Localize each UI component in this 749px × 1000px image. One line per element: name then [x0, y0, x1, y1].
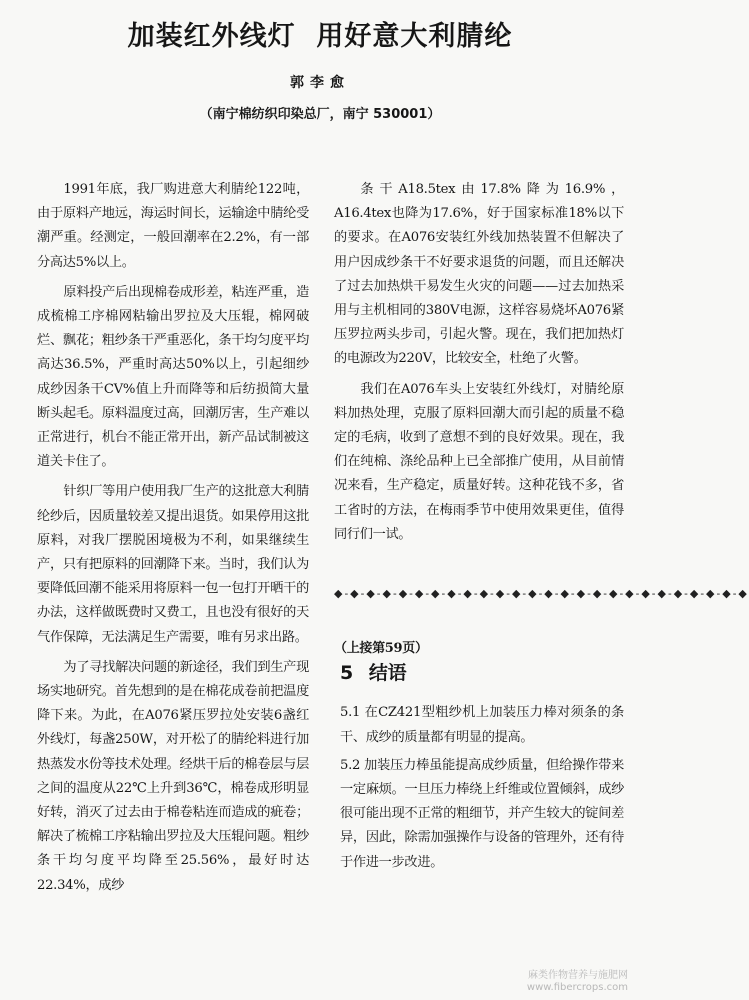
author-affiliation: （南宁棉纺织印染总厂，南宁 530001） — [199, 107, 441, 122]
decorative-divider: ◆-◆-◆-◆-◆-◆-◆-◆-◆-◆-◆-◆-◆-◆-◆-◆-◆-◆-◆-◆-◆-◆-◆-◆-◆-◆ — [334, 587, 749, 601]
article-title: 加装红外线灯 用好意大利腈纶 — [127, 21, 513, 52]
watermark-name: 麻类作物营养与施肥网 — [528, 970, 628, 981]
paragraph: 为了寻找解决问题的新途径，我们到生产现场实地研究。首先想到的是在棉花成卷前把温度降下来。为此，在A076紧压罗拉处安装6盏红外线灯，每盏250W，对开松了的腈纶料进行加热蒸发水份等技术处理。经烘干后的棉卷层与层之间的温度从22℃上升到36℃，棉卷成形明显好转，消灭了过去由于棉卷粘连而造成的疵卷；解决了梳棉工序粘输出罗拉及大压辊问题。粗纱条干均匀度平均降至25.56%，最好时达22.34%，成纱 — [37, 659, 309, 893]
subsection-paragraph: 5.1 在CZ421型粗纱机上加装压力棒对须条的条干、成纱的质量都有明显的提高。 — [340, 705, 624, 745]
paragraph: 条干A18.5tex由17.8%降为16.9%，A16.4tex也降为17.6%，好于国家标准18%以下的要求。在A076安装红外线加热装置不但解决了用户因成纱条干不好要求退货的问题，而且还解决了过去加热烘干易发生火灾的问题——过去加热采用与主机相同的380V电源，这样容易烧坏A076紧压罗拉两头步司，引起火警。现在，我们把加热灯的电源改为220V，比较安全，杜绝了火警。 — [334, 182, 624, 367]
paragraph: 原料投产后出现棉卷成形差，粘连严重，造成梳棉工序棉网粘输出罗拉及大压辊，棉网破烂、飘花；粗纱条干严重恶化，条干均匀度平均高达36.5%，严重时高达50%以上，引起细纱成纱因条干CV%值上升而降等和后纺损简大量断头起毛。原料温度过高，回潮厉害，生产难以正常进行，机台不能正常开出，新产品试制被这道关卡住了。 — [37, 284, 309, 470]
section-number: 5 — [340, 662, 353, 685]
author-name: 郭李愈 — [290, 75, 350, 91]
continued-note: （上接第59页） — [334, 641, 428, 657]
right-column — [334, 178, 749, 875]
paragraph: 我们在A076车头上安装红外线灯，对腈纶原料加热处理，克服了原料回潮大而引起的质量不稳定的毛病，收到了意想不到的良好效果。现在，我们在纯棉、涤纶品种上已全部推广使用，从目前情况来看，生产稳定，质量好转。这种花钱不多，省工省时的方法，在梅雨季节中使用效果更佳，值得同行们一试。 — [334, 381, 624, 542]
watermark — [527, 970, 628, 994]
paragraph: 1991年底，我厂购进意大利腈纶122吨，由于原料产地远，海运时间长，运输途中腈纶受潮严重。经测定，一般回潮率在2.2%，有一部分高达5%以上。 — [37, 182, 309, 270]
left-column — [37, 178, 309, 898]
watermark-url: www.fibercrops.com — [526, 982, 628, 993]
paragraph: 针织厂等用户使用我厂生产的这批意大利腈纶纱后，因质量较差又提出退货。如果停用这批原料，对我厂摆脱困境极为不利，如果继续生产，只有把原料的回潮降下来。当时，我们认为要降低回潮不能采用将原料一包一包打开晒干的办法，这样做既费时又费工，且也没有很好的天气作保障，无法满足生产需要，唯有另求出路。 — [37, 484, 309, 645]
section-title: 结语 — [368, 662, 407, 685]
subsection-paragraph: 5.2 加装压力棒虽能提高成纱质量，但给操作带来一定麻烦。一旦压力棒绕上纤维或位置倾斜，成纱很可能出现不正常的粗细节，并产生较大的锭间差异，因此，除需加强操作与设备的管理外，还有待于作进一步改进。 — [340, 757, 624, 870]
section-heading — [340, 661, 624, 685]
